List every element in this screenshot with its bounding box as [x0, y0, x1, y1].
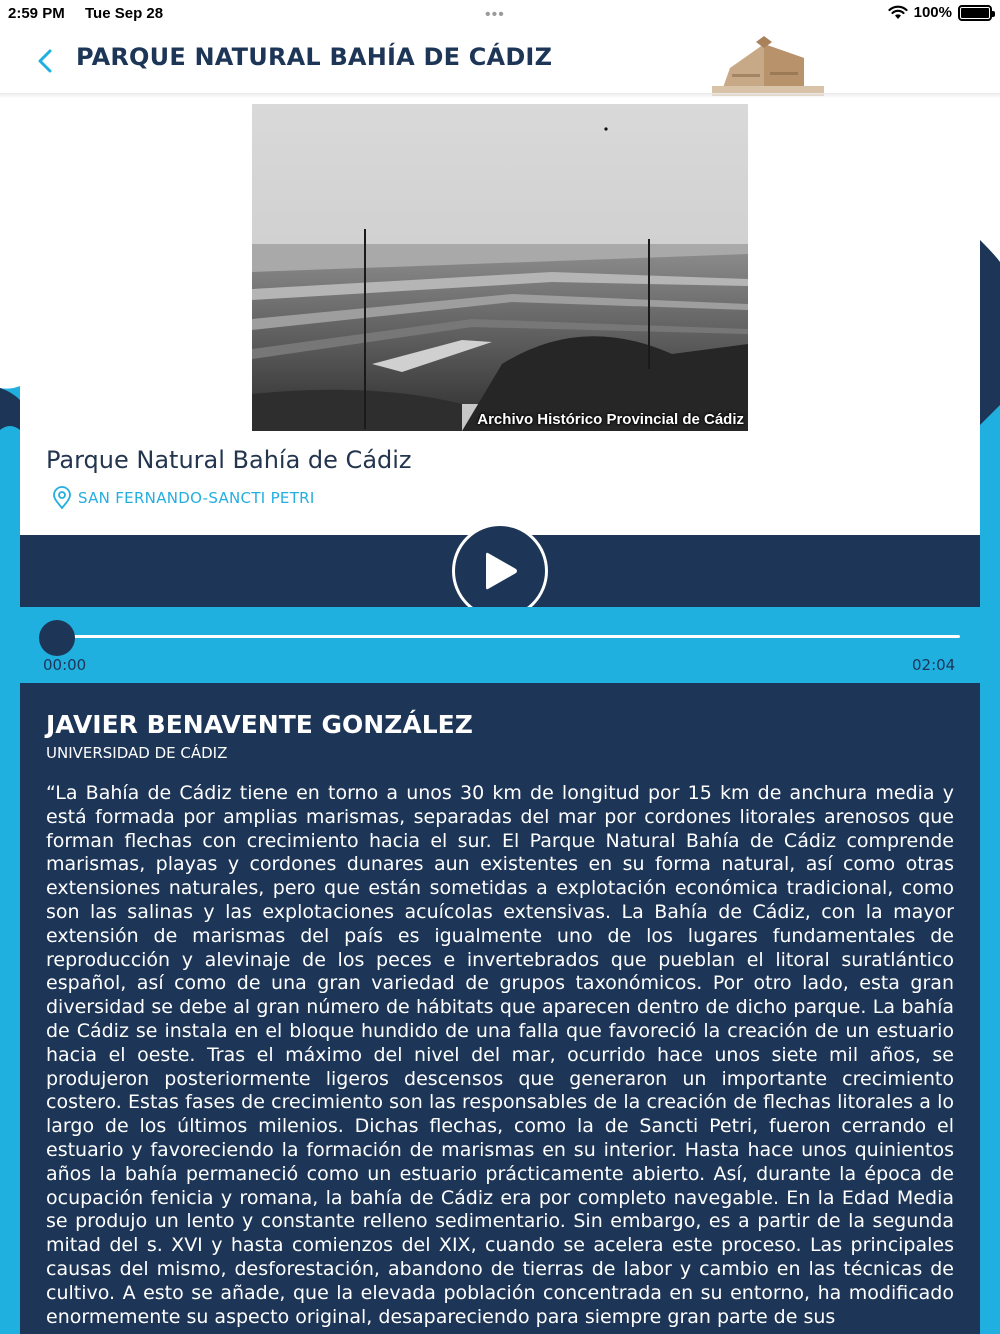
- progress-area: [20, 607, 980, 683]
- tower-logo: [712, 34, 824, 96]
- status-time: 2:59 PM: [8, 5, 65, 22]
- narrator-affiliation: UNIVERSIDAD DE CÁDIZ: [46, 744, 228, 762]
- place-title: Parque Natural Bahía de Cádiz: [46, 446, 412, 474]
- wifi-icon: [888, 5, 908, 20]
- progress-thumb[interactable]: [39, 620, 75, 656]
- play-button[interactable]: [452, 523, 548, 619]
- photo-credit: Archivo Histórico Provincial de Cádiz: [477, 411, 744, 428]
- battery-percent: 100%: [913, 4, 952, 21]
- location-text: SAN FERNANDO-SANCTI PETRI: [78, 489, 315, 507]
- current-time: 00:00: [43, 656, 87, 674]
- historic-photo: [252, 104, 748, 431]
- narrator-name: JAVIER BENAVENTE GONZÁLEZ: [46, 710, 473, 739]
- map-pin-icon: [52, 486, 72, 510]
- duration-time: 02:04: [912, 656, 956, 674]
- progress-track[interactable]: [57, 635, 960, 638]
- chevron-left-icon: [37, 49, 53, 73]
- page-title: PARQUE NATURAL BAHÍA DE CÁDIZ: [76, 43, 553, 71]
- back-button[interactable]: [30, 44, 60, 78]
- battery-icon: [958, 5, 992, 21]
- narration-text: “La Bahía de Cádiz tiene en torno a unos 30 km de longitud por 15 km de anchura media y está formada por amplias marismas, separadas del mar por cordones litorales arenosos que forman flechas con crecimiento hacia el sur. El Parque Natural Bahía de Cádiz comprende marismas, playas y cordones dunares aun existentes en su forma natural, así como otras extensiones naturales, pero que están sometidas a explotación económica tradicional, como son las salinas y las explotaciones acuícolas extensivas. La Bahía de Cádiz, con la mayor extensión de marismas del país es igualmente uno de los lugares fundamentales de reproducción y alevinaje de los peces e invertebrados que pueblan el litoral suratlántico español, así como de una gran variedad de grupos taxonómicos. Por otro lado, esta gran diversidad se debe al gran número de hábitats que aparecen dentro de dicho parque. La bahía de Cádiz se instala en el bloque hundido de una falla que favoreció la creación de un estuario hacia el oeste. Tras el máximo del nivel del mar, ocurrido hace unos siete mil años, se produjeron posteriormente ligeros descensos que generaron un importante crecimiento costero. Estas fases de crecimiento son las responsables de la creación de flechas litorales a lo largo de los últimos milenios. Dichas flechas, como la de Sancti Petri, fueron cerrando el estuario y favoreciendo la formación de marismas en su interior. Hasta hace unos quinientos años la bahía permaneció como un estuario prácticamente abierto. Así, durante la época de ocupación fenicia y romana, la bahía de Cádiz era por completo navegable. En la Edad Media se produjo un lento y constante relleno sedimentario. Sin embargo, es a partir de la segunda mitad del s. XVI y hasta comienzos del XIX, cuando se acelera este proceso. Las principales causas del mismo, desforestación, abandono de tierras de labor y cambio en las técnicas de cultivo. A esto se añade, que la elevada población concentrada en su entorno, ha modificado enormemente su aspecto original, desapareciendo para siempre gran parte de sus: [46, 782, 954, 1328]
- status-indicators: [888, 4, 992, 21]
- multitasking-dots[interactable]: •••: [485, 6, 505, 23]
- nav-header: [0, 28, 1000, 94]
- location-row[interactable]: [52, 486, 315, 510]
- marsh-photo-image: [252, 104, 748, 431]
- status-bar: [0, 0, 1000, 28]
- play-icon: [480, 549, 520, 593]
- status-date: Tue Sep 28: [85, 5, 164, 22]
